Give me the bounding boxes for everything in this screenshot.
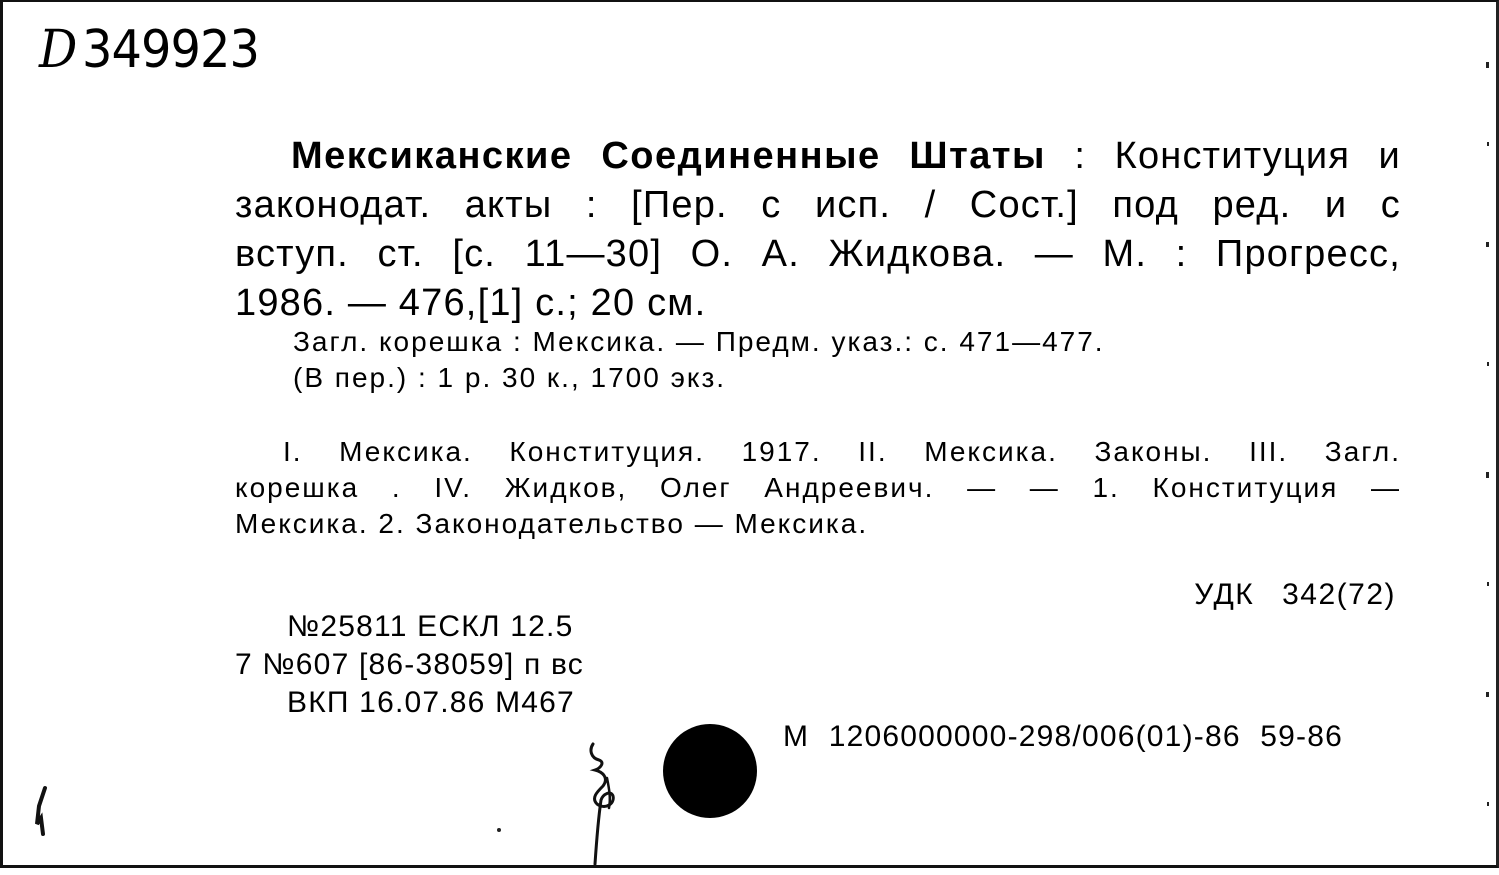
entry-heading-rest: : Конституция и: [1045, 135, 1401, 177]
note-line-2: (В пер.) : 1 р. 30 к., 1700 экз.: [293, 362, 727, 393]
entry-line-2: законодат. акты : [Пер. с исп. / Сост.] под ред. и с: [235, 184, 1401, 226]
tracing-line-1: I. Мексика. Конституция. 1917. II. Мексика. Законы. III. Загл.: [283, 436, 1401, 467]
catalog-number: [39, 20, 259, 80]
tech-line-2: 7 №607 [86-38059] п вс: [235, 648, 584, 681]
subject-tracings: [235, 434, 1401, 542]
entry-line-1: [235, 132, 1401, 181]
bibliographic-entry: [235, 132, 1401, 328]
price-code: М 1206000000-298/006(01)-86 59-86: [783, 720, 1343, 753]
tracing-line-2: корешка . IV. Жидков, Олег Андреевич. — — 1. Конституция —: [235, 472, 1401, 503]
technical-data: [235, 608, 584, 722]
speck: [497, 828, 501, 832]
punch-hole: [663, 724, 757, 818]
catalog-id-number: 349923: [81, 20, 260, 80]
tracing-line-3: Мексика. 2. Законодательство — Мексика.: [235, 508, 869, 539]
entry-notes: [293, 324, 1105, 396]
margin-pencil-mark: [31, 784, 55, 849]
entry-line-4: 1986. — 476,[1] с.; 20 см.: [235, 282, 707, 324]
entry-heading: Мексиканские Соединенные Штаты: [291, 135, 1046, 177]
note-line-1: Загл. корешка : Мексика. — Предм. указ.: с. 471—477.: [293, 326, 1105, 357]
tech-line-3: ВКП 16.07.86 М467: [287, 686, 575, 719]
edge-specks: [1482, 2, 1496, 875]
catalog-prefix: D: [39, 20, 77, 80]
tech-line-1: №25811 ЕСКЛ 12.5: [287, 610, 574, 643]
udk-code: УДК 342(72): [1194, 578, 1396, 611]
handwritten-signature: [579, 738, 639, 873]
entry-line-3: вступ. ст. [с. 11—30] О. А. Жидкова. — М. : Прогресс,: [235, 233, 1401, 275]
